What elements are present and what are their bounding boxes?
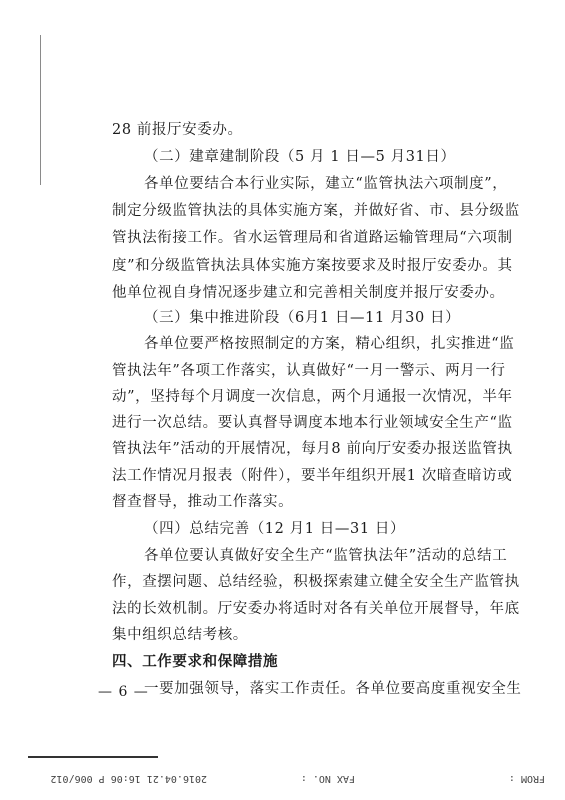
text-line: 管执法年”活动的开展情况，每月8 前向厅安委办报送监管执 [112, 441, 513, 457]
text-line: 他单位视自身情况逐步建立和完善相关制度并报厅安委办。 [112, 285, 505, 301]
text-line: 各单位要结合本行业实际，建立“监管执法六项制度”， [144, 176, 508, 192]
text-line: 法的长效机制。厅安委办将适时对各有关单位开展督导，年底 [112, 601, 520, 617]
text-line: 各单位要认真做好安全生产“监管执法年”活动的总结工 [144, 548, 508, 564]
text-line: 集中组织总结考核。 [112, 627, 248, 643]
binding-margin-line [40, 35, 41, 185]
text-line: 动”，坚持每个月调度一次信息，两个月通报一次情况，半年 [112, 389, 513, 405]
fax-timestamp: 2016.04.21 16:06 P 006/012 [50, 773, 207, 784]
text-line: 法工作情况月报表（附件），要半年组织开展1 次暗查暗访或 [112, 468, 513, 484]
text-line: 管执法年”各项工作落实，认真做好“一月一警示、两月一行 [112, 363, 506, 379]
text-line: 作，查摆问题、总结经验，积极探索建立健全安全生产监管执 [112, 574, 520, 590]
fax-header [20, 768, 545, 784]
fax-from-label: FROM : [508, 773, 545, 784]
text-line: 进行一次总结。要认真督导调度本地本行业领域安全生产“监 [112, 415, 513, 431]
text-line: 度”和分级监管执法具体实施方案按要求及时报厅安委办。其 [112, 258, 513, 274]
fax-rule-line [28, 756, 158, 758]
fax-number-label: FAX NO. : [300, 773, 355, 784]
section-heading: （三）集中推进阶段（6月1 日—11 月30 日） [144, 310, 461, 326]
text-line: 28 前报厅安委办。 [112, 122, 243, 138]
text-line: 管执法衔接工作。省水运管理局和省道路运输管理局“六项制 [112, 230, 513, 246]
text-line: 各单位要严格按照制定的方案，精心组织，扎实推进“监 [144, 336, 515, 352]
section-heading: （四）总结完善（12 月1 日—31 日） [144, 521, 406, 537]
text-line: 督查督导，推动工作落实。 [112, 494, 294, 510]
text-line: 制定分级监管执法的具体实施方案，并做好省、市、县分级监 [112, 203, 520, 219]
text-line: 一要加强领导，落实工作责任。各单位要高度重视安全生 [144, 681, 522, 697]
page-number: — 6 — [98, 684, 149, 700]
section-title: 四、工作要求和保障措施 [112, 653, 279, 670]
section-heading: （二）建章建制阶段（5 月 1 日—5 月31日） [144, 149, 456, 165]
